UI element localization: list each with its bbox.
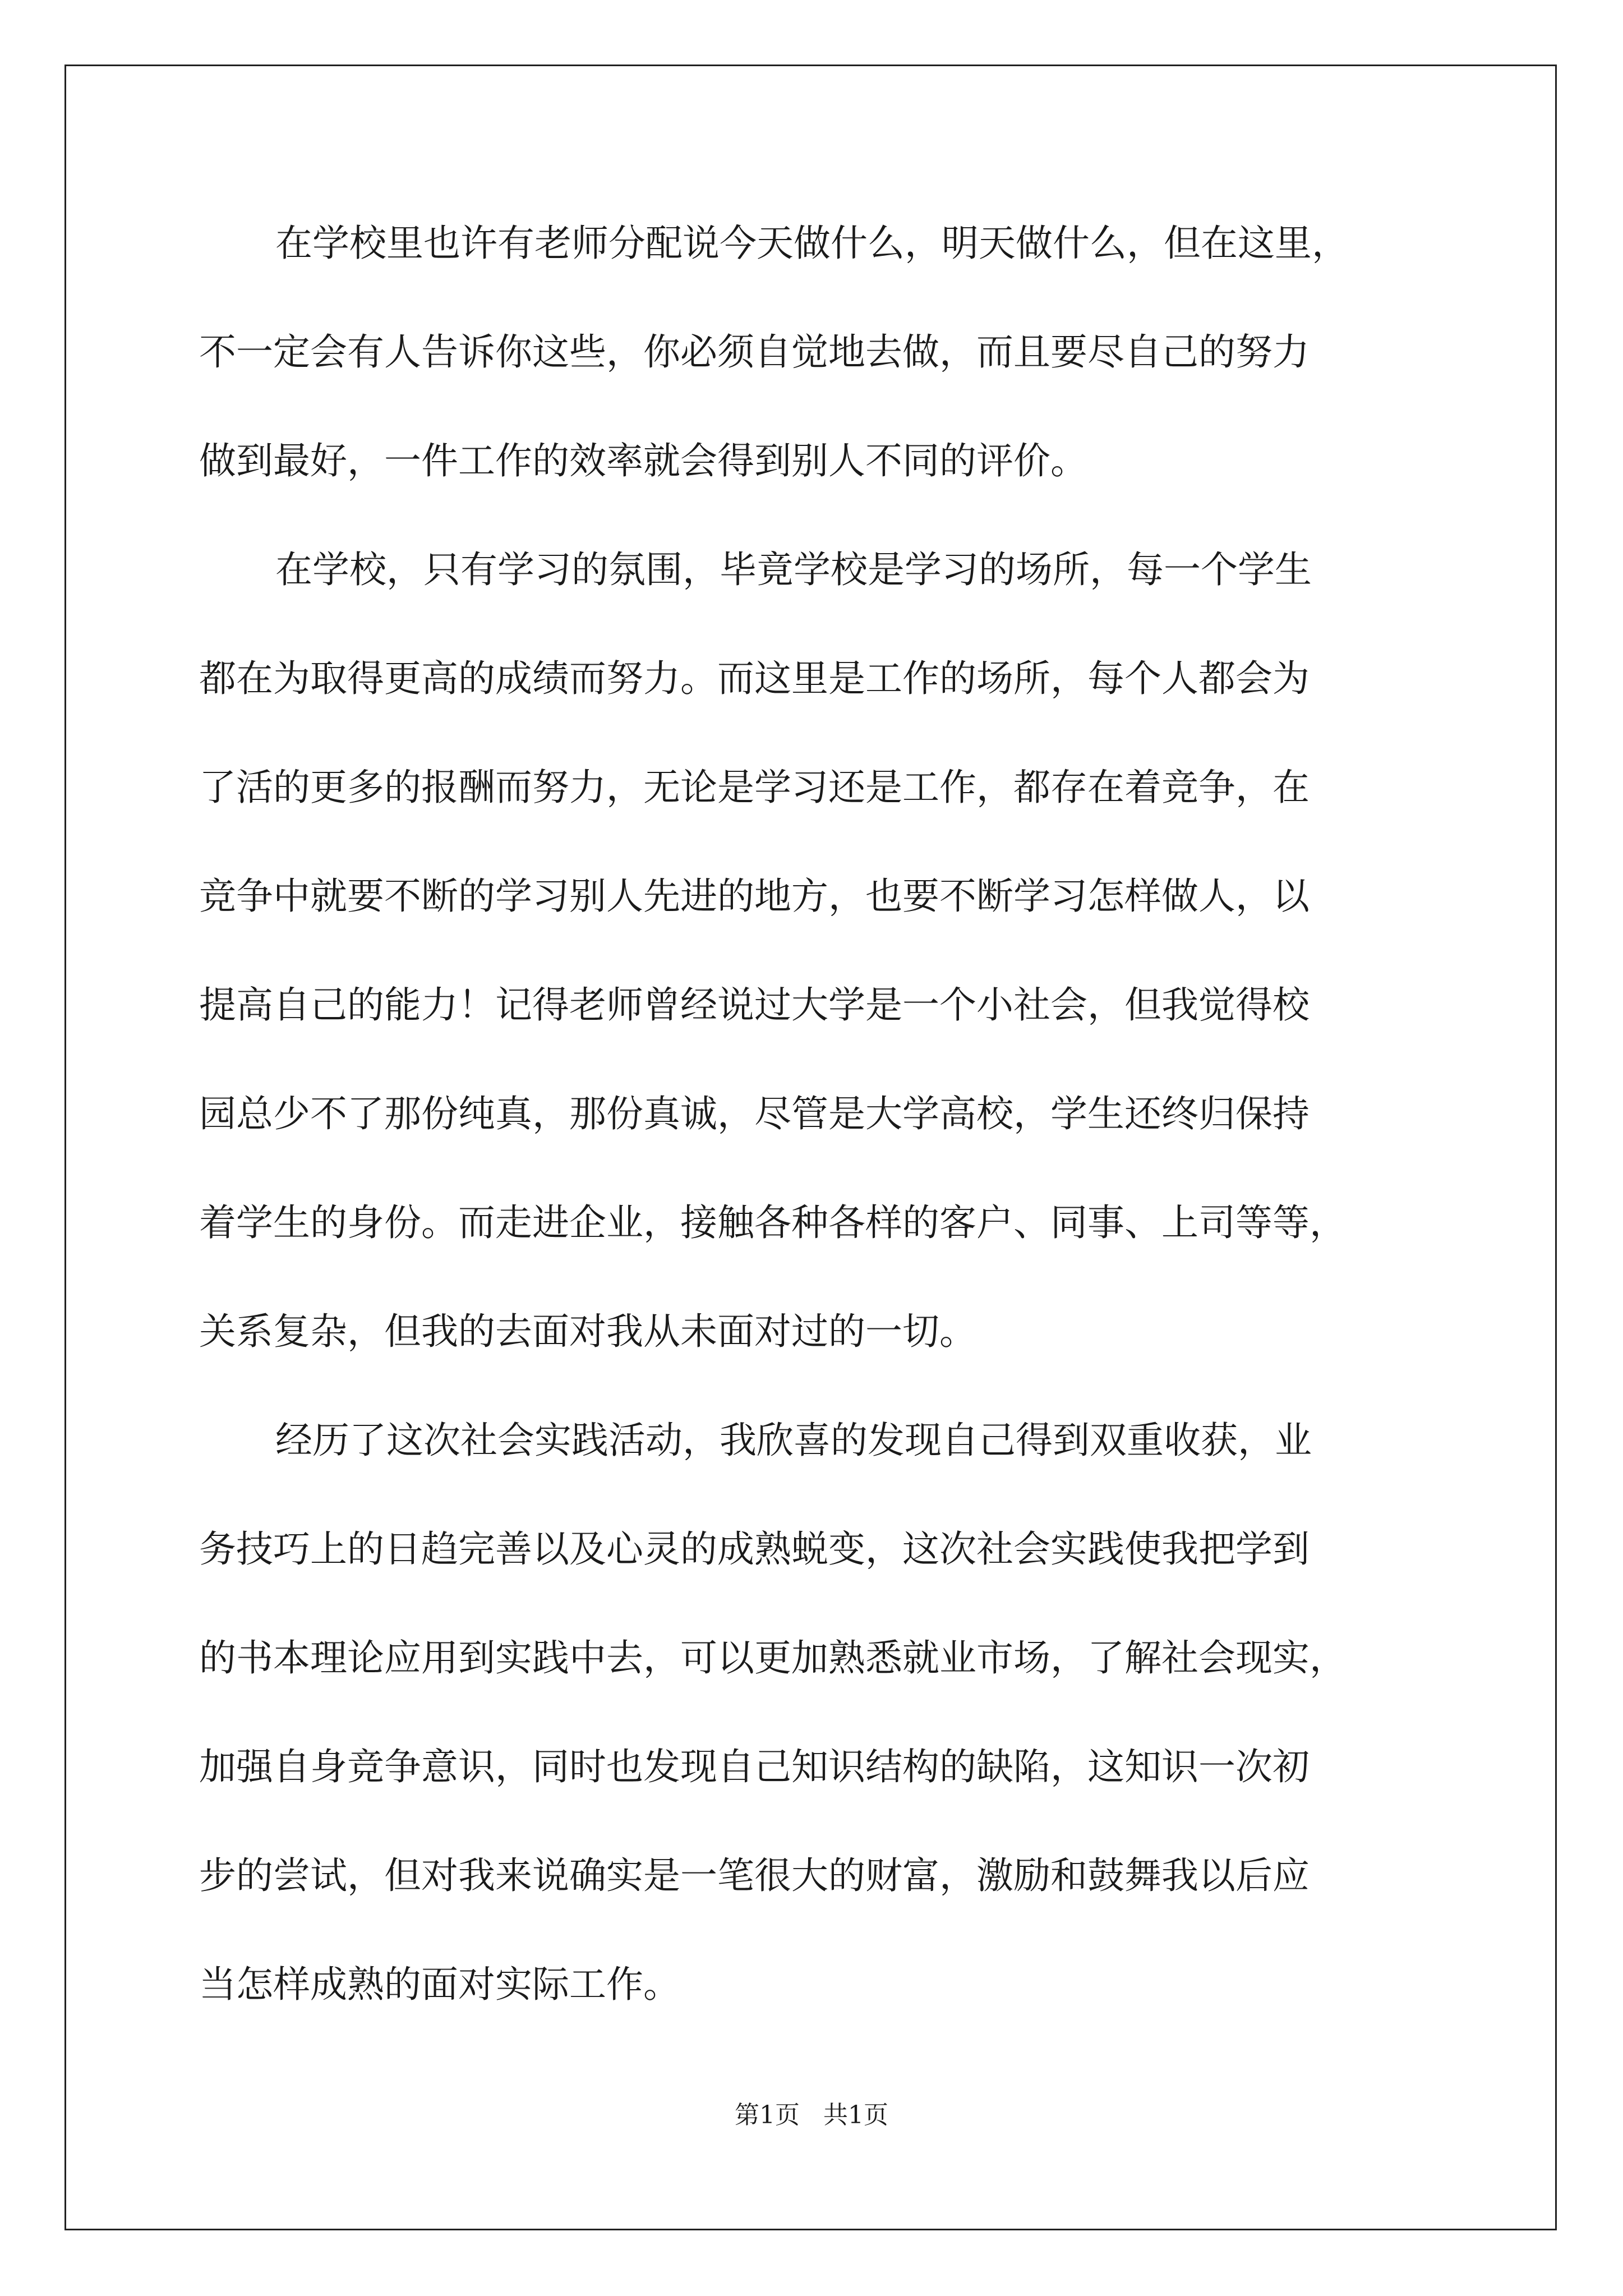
paragraph-2-line-8: 关系复杂，但我的去面对我从未面对过的一切。 — [199, 1310, 976, 1353]
document-body — [199, 215, 1468, 2065]
paragraph-2-line-1: 在学校，只有学习的氛围，毕竟学校是学习的场所，每一个学生 — [275, 548, 1312, 591]
paragraph-2-line-6: 园总少不了那份纯真，那份真诚，尽管是大学高校，学生还终归保持 — [199, 1092, 1310, 1135]
paragraph-1-line-2: 不一定会有人告诉你这些，你必须自觉地去做，而且要尽自己的努力 — [199, 330, 1310, 374]
paragraph-1-line-1: 在学校里也许有老师分配说今天做什么，明天做什么，但在这里， — [275, 222, 1349, 265]
paragraph-3-line-1: 经历了这次社会实践活动，我欣喜的发现自己得到双重收获，业 — [275, 1419, 1312, 1462]
paragraph-3-line-5: 步的尝试，但对我来说确实是一笔很大的财富，激励和鼓舞我以后应 — [199, 1854, 1310, 1897]
paragraph-2-line-3: 了活的更多的报酬而努力，无论是学习还是工作，都存在着竞争，在 — [199, 766, 1310, 809]
paragraph-3-line-2: 务技巧上的日趋完善以及心灵的成熟蜕变，这次社会实践使我把学到 — [199, 1527, 1310, 1571]
paragraph-2-line-7: 着学生的身份。而走进企业，接触各种各样的客户、同事、上司等等， — [199, 1201, 1347, 1244]
paragraph-3-line-4: 加强自身竞争意识，同时也发现自己知识结构的缺陷，这知识一次初 — [199, 1745, 1310, 1788]
paragraph-2-line-5: 提高自己的能力！记得老师曾经说过大学是一个小社会，但我觉得校 — [199, 983, 1310, 1027]
paragraph-3-line-6: 当怎样成熟的面对实际工作。 — [199, 1963, 680, 2006]
paragraph-2-line-2: 都在为取得更高的成绩而努力。而这里是工作的场所，每个人都会为 — [199, 657, 1310, 700]
page-number-footer: 第1页 共1页 — [735, 2101, 888, 2129]
paragraph-1-line-3: 做到最好，一件工作的效率就会得到别人不同的评价。 — [199, 439, 1087, 482]
paragraph-2-line-4: 竞争中就要不断的学习别人先进的地方，也要不断学习怎样做人，以 — [199, 875, 1310, 918]
paragraph-3-line-3: 的书本理论应用到实践中去，可以更加熟悉就业市场，了解社会现实， — [199, 1636, 1347, 1680]
